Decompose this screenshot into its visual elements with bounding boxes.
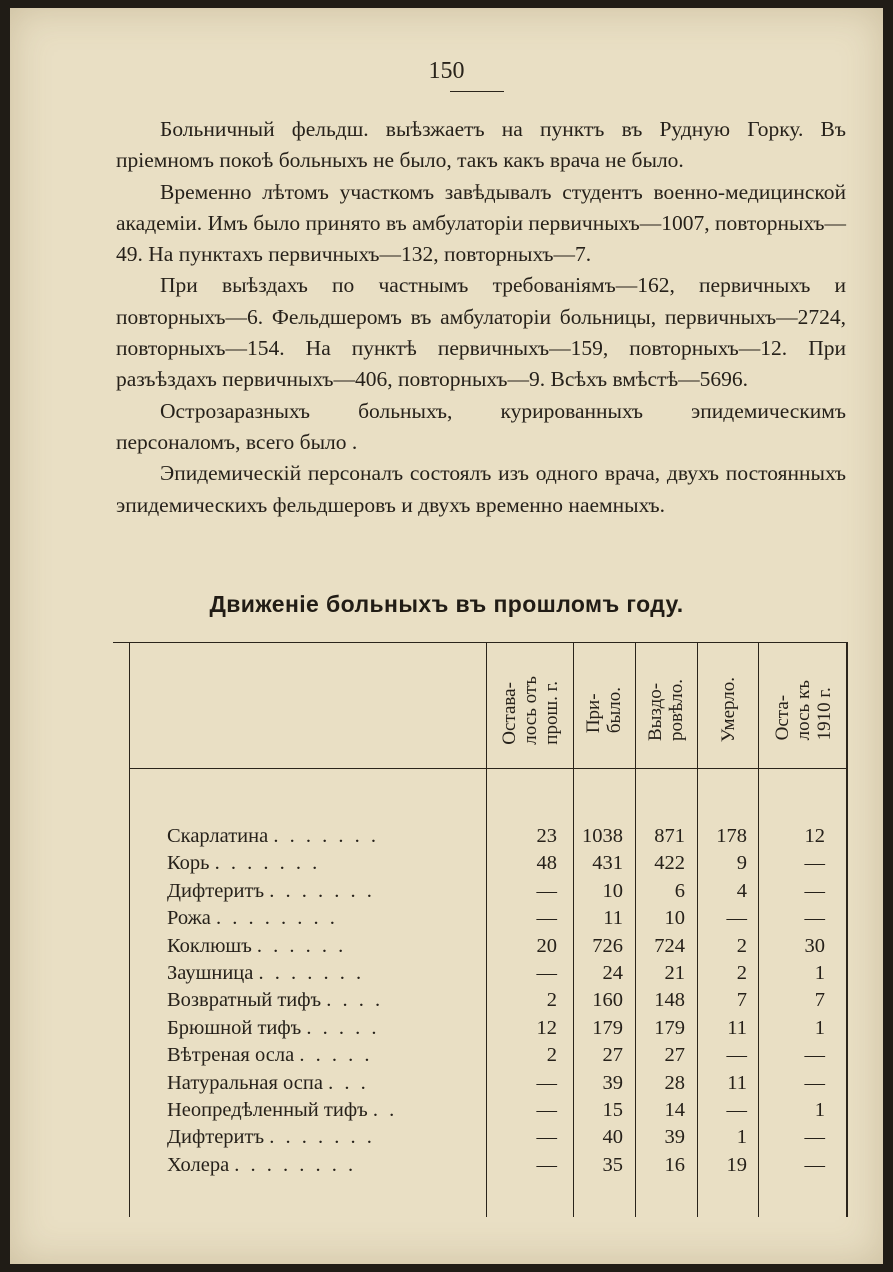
table-cell: 871: [654, 825, 685, 847]
table-cell: 6: [674, 879, 685, 902]
table-cell: 27: [664, 1044, 685, 1067]
table-row: [113, 989, 848, 1017]
table-row: [113, 1072, 848, 1100]
leader-dots: . . .: [328, 1071, 369, 1094]
row-label: [167, 1044, 487, 1067]
table-cell: 12: [536, 1016, 557, 1039]
leader-dots: . . . . . . . .: [234, 1153, 357, 1176]
column-header: [637, 654, 695, 766]
table-cell: 2: [736, 934, 747, 957]
table-cell: 19: [726, 1153, 747, 1176]
row-label: [167, 989, 487, 1012]
row-label: [167, 935, 487, 958]
table-cell: —: [536, 1099, 557, 1121]
table-row: [113, 1154, 848, 1182]
table-cell: 7: [736, 989, 747, 1012]
table-cell: 1: [814, 962, 825, 984]
table-header-rule: [129, 768, 848, 769]
table-cell: 422: [654, 852, 685, 875]
row-label: [167, 1126, 487, 1149]
table-row: [113, 1099, 848, 1127]
leader-dots: . . . . . . .: [269, 879, 375, 902]
disease-name: Корь: [167, 852, 210, 875]
row-label: [167, 907, 487, 930]
table-cell: 10: [664, 907, 685, 930]
disease-name: Коклюшъ: [167, 934, 252, 957]
table-cell: 27: [602, 1044, 623, 1067]
disease-name: Скарлатина: [167, 825, 269, 847]
table-cell: 2: [546, 1044, 557, 1067]
table-row: [113, 825, 848, 853]
column-header: [489, 654, 571, 766]
table-cell: —: [726, 907, 747, 930]
column-header: [575, 654, 633, 766]
table-cell: —: [726, 1099, 747, 1121]
table-cell: —: [804, 1071, 825, 1094]
table-row: [113, 1017, 848, 1045]
table-cell: 39: [602, 1071, 623, 1094]
table-cell: 178: [716, 825, 747, 847]
table-cell: 20: [536, 934, 557, 957]
disease-name: Дифтеритъ: [167, 1126, 265, 1149]
row-label: [167, 1072, 487, 1095]
table-cell: 2: [736, 962, 747, 984]
leader-dots: . . . . .: [306, 1016, 380, 1039]
table-cell: 21: [664, 962, 685, 984]
column-header-text: Умерло.: [717, 677, 739, 743]
table-cell: 24: [602, 962, 623, 984]
table-row: [113, 1126, 848, 1154]
table-cell: 179: [654, 1016, 685, 1039]
table-cell: 1038: [582, 825, 623, 847]
table-cell: 12: [804, 825, 825, 847]
paragraph: Эпидемическій персоналъ состоялъ изъ одного врача, двухъ постоянныхъ эпидемическихъ фельдшеровъ и двухъ временно наемныхъ.: [116, 461, 846, 517]
column-header-text: Оста- лось къ 1910 г.: [771, 679, 835, 741]
table-cell: 431: [592, 852, 623, 875]
table-cell: 9: [736, 852, 747, 875]
table-cell: —: [536, 907, 557, 930]
leader-dots: . . . . . . .: [258, 962, 365, 984]
table-row: [113, 935, 848, 963]
paragraph: Больничный фельдш. выѣзжаетъ на пунктъ въ Рудную Горку. Въ пріемномъ покоѣ больныхъ не было, такъ какъ врача не было.: [116, 117, 846, 173]
statistics-table: [113, 642, 848, 1217]
table-row: [113, 1044, 848, 1072]
table-top-rule: [113, 642, 848, 643]
disease-name: Рожа: [167, 907, 211, 930]
table-cell: 160: [592, 989, 623, 1012]
table-cell: 15: [602, 1099, 623, 1121]
paragraph: Временно лѣтомъ участкомъ завѣдывалъ студентъ военно-медицинской академіи. Имъ было принято въ амбулаторіи первичныхъ—1007, повторныхъ—49. На пунктахъ первичныхъ—132, повторныхъ—7.: [116, 179, 846, 267]
column-header: [699, 654, 757, 766]
table-cell: —: [536, 1126, 557, 1149]
disease-name: Возвратный тифъ: [167, 989, 322, 1012]
table-cell: —: [536, 1071, 557, 1094]
disease-name: Дифтеритъ: [167, 879, 265, 902]
book-page: [10, 8, 883, 1264]
table-cell: 11: [727, 1071, 747, 1094]
table-cell: 4: [736, 879, 747, 902]
table-cell: 10: [602, 879, 623, 902]
disease-name: Холера: [167, 1153, 230, 1176]
table-cell: —: [804, 907, 825, 930]
row-label: [167, 880, 487, 903]
table-title: Движеніе больныхъ въ прошломъ году.: [209, 591, 684, 617]
table-cell: —: [804, 1044, 825, 1067]
table-cell: 1: [814, 1016, 825, 1039]
leader-dots: . . . . . . .: [273, 825, 379, 847]
row-label: [167, 962, 487, 985]
table-cell: 724: [654, 934, 685, 957]
table-cell: —: [804, 1126, 825, 1149]
table-cell: —: [804, 852, 825, 875]
table-cell: 30: [804, 934, 825, 957]
column-header-text: Выздо- ровѣло.: [645, 678, 687, 742]
table-cell: —: [726, 1044, 747, 1067]
column-header-text: При- было.: [583, 686, 625, 734]
column-header-text: Остава- лось отъ прош. г.: [498, 675, 562, 745]
table-row: [113, 852, 848, 880]
leader-dots: . . . . .: [299, 1044, 373, 1067]
table-cell: 40: [602, 1126, 623, 1149]
row-label: [167, 1099, 487, 1122]
row-label: [167, 852, 487, 875]
table-cell: 1: [814, 1099, 825, 1121]
page-number: 150: [428, 58, 465, 84]
table-cell: —: [536, 962, 557, 984]
table-cell: 23: [536, 825, 557, 847]
table-cell: 179: [592, 1016, 623, 1039]
page-number-underline: [450, 91, 504, 92]
table-cell: 39: [664, 1126, 685, 1149]
table-cell: 11: [727, 1016, 747, 1039]
table-row: [113, 962, 848, 990]
disease-name: Неопредѣленный тифъ: [167, 1099, 368, 1121]
row-label: [167, 825, 487, 848]
leader-dots: . . . . . . . .: [216, 907, 338, 930]
disease-name: Заушница: [167, 962, 254, 984]
table-row: [113, 880, 848, 908]
table-cell: 11: [603, 907, 623, 930]
table-cell: 35: [602, 1153, 623, 1176]
table-cell: —: [804, 879, 825, 902]
table-cell: —: [536, 879, 557, 902]
table-cell: 28: [664, 1071, 685, 1094]
table-cell: 726: [592, 934, 623, 957]
column-header: [761, 654, 845, 766]
disease-name: Натуральная оспа: [167, 1071, 323, 1094]
disease-name: Брюшной тифъ: [167, 1016, 302, 1039]
paragraph: При выѣздахъ по частнымъ требованіямъ—162, первичныхъ и повторныхъ—6. Фельдшеромъ въ амбулаторіи больницы, первичныхъ—2724, повторныхъ—154. На пунктѣ первичныхъ—159, повторныхъ—12. При разъѣздахъ первичныхъ—406, повторныхъ—9. Всѣхъ вмѣстѣ—5696.: [116, 273, 846, 392]
leader-dots: . .: [372, 1099, 398, 1121]
disease-name: Вѣтреная осла: [167, 1044, 295, 1067]
leader-dots: . . . . . . .: [214, 852, 321, 875]
row-label: [167, 1154, 487, 1177]
table-cell: 2: [546, 989, 557, 1012]
leader-dots: . . . .: [326, 989, 384, 1012]
body-text: [116, 114, 846, 521]
table-row: [113, 907, 848, 935]
table-cell: 16: [664, 1153, 685, 1176]
table-cell: 14: [664, 1099, 685, 1121]
leader-dots: . . . . . . .: [269, 1126, 375, 1149]
table-cell: —: [804, 1153, 825, 1176]
table-cell: 148: [654, 989, 685, 1012]
paragraph: Острозаразныхъ больныхъ, курированныхъ эпидемическимъ персоналомъ, всего было .: [116, 398, 846, 454]
leader-dots: . . . . . .: [256, 934, 347, 957]
table-cell: —: [536, 1153, 557, 1176]
row-label: [167, 1017, 487, 1040]
table-cell: 48: [536, 852, 557, 875]
table-cell: 7: [814, 989, 825, 1012]
table-cell: 1: [736, 1126, 747, 1149]
